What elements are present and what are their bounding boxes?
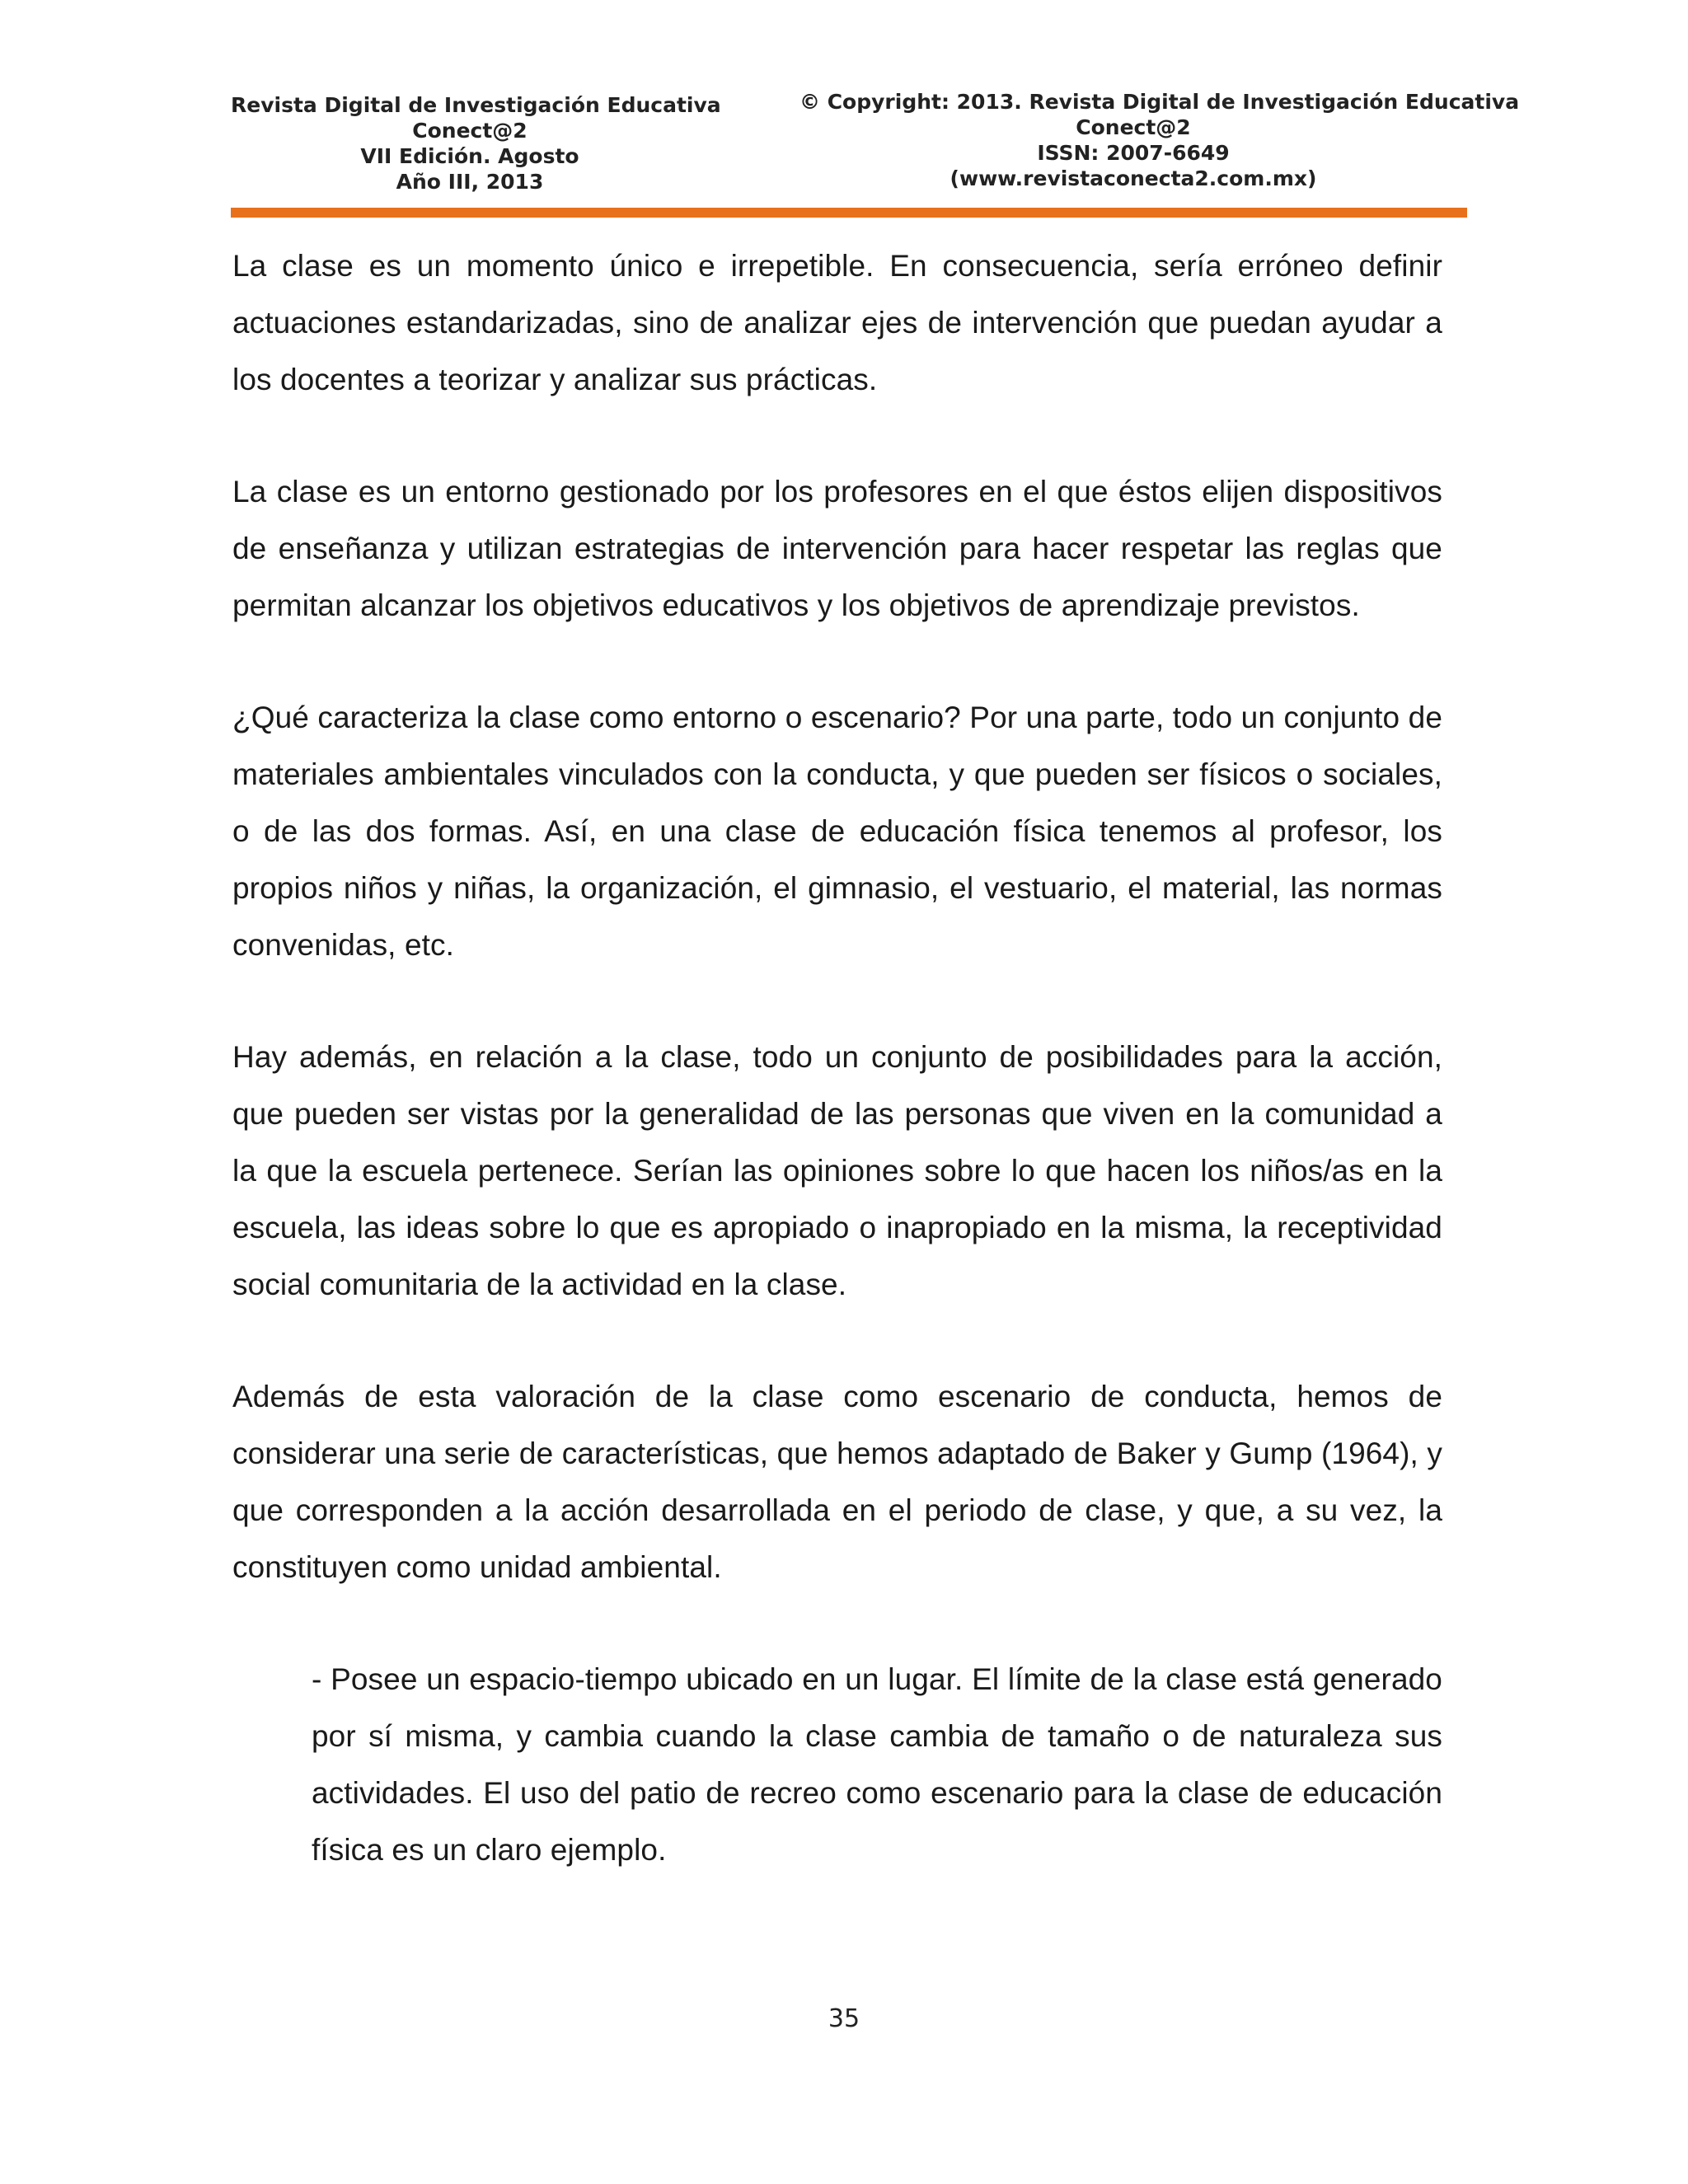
paragraph: Además de esta valoración de la clase como escenario de conducta, hemos de considerar una serie de características, que hemos adaptado de Baker y Gump (1964), y que corresponden a la acción desarrollada en el periodo de clase, y que, a su vez, la constituyen como unidad ambiental. [232,1380,1442,1584]
journal-edition-block [231,92,721,194]
article-body [232,237,1442,1933]
header-divider [231,208,1467,218]
paragraph: La clase es un momento único e irrepetible. En consecuencia, sería erróneo definir actuaciones estandarizadas, sino de analizar ejes de intervención que puedan ayudar a los docentes a teorizar y analizar sus prácticas. [232,249,1442,396]
paragraph: La clase es un entorno gestionado por los profesores en el que éstos elijen dispositivos de enseñanza y utilizan estrategias de intervención para hacer respetar las reglas que permitan alcanzar los objetivos educativos y los objetivos de aprendizaje previstos. [232,475,1442,622]
page-number: 35 [828,2004,860,2033]
copyright-block [799,89,1520,191]
edition-line: VII Edición. Agosto [360,144,579,168]
journal-title: Revista Digital de Investigación Educativa [231,93,721,117]
journal-name: Conect@2 [412,119,528,143]
copyright-line: © Copyright: 2013. Revista Digital de Investigación Educativa [799,90,1520,114]
paragraph: ¿Qué caracteriza la clase como entorno o escenario? Por una parte, todo un conjunto de materiales ambientales vinculados con la conducta, y que pueden ser físicos o sociales, o de las dos formas. Así, en una clase de educación física tenemos al profesor, los propios niños y niñas, la organización, el gimnasio, el vestuario, el material, las normas convenidas, etc. [232,701,1442,962]
page-header [231,90,1520,208]
journal-name-right: Conect@2 [1076,115,1191,139]
website-line: (www.revistaconecta2.com.mx) [950,166,1317,190]
year-line: Año III, 2013 [396,170,544,194]
paragraph: Hay además, en relación a la clase, todo un conjunto de posibilidades para la acción, que pueden ser vistas por la generalidad de las personas que viven en la comunidad a la que la escuela pertenece. Serían las opiniones sobre lo que hacen los niños/as en la escuela, las ideas sobre lo que es apropiado o inapropiado en la misma, la receptividad social comunitaria de la actividad en la clase. [232,1040,1442,1301]
list-item: - Posee un espacio-tiempo ubicado en un lugar. El límite de la clase está generado por sí misma, y cambia cuando la clase cambia de tamaño o de naturaleza sus actividades. El uso del patio de recreo como escenario para la clase de educación física es un claro ejemplo. [312,1662,1442,1867]
issn-line: ISSN: 2007-6649 [1037,141,1230,165]
